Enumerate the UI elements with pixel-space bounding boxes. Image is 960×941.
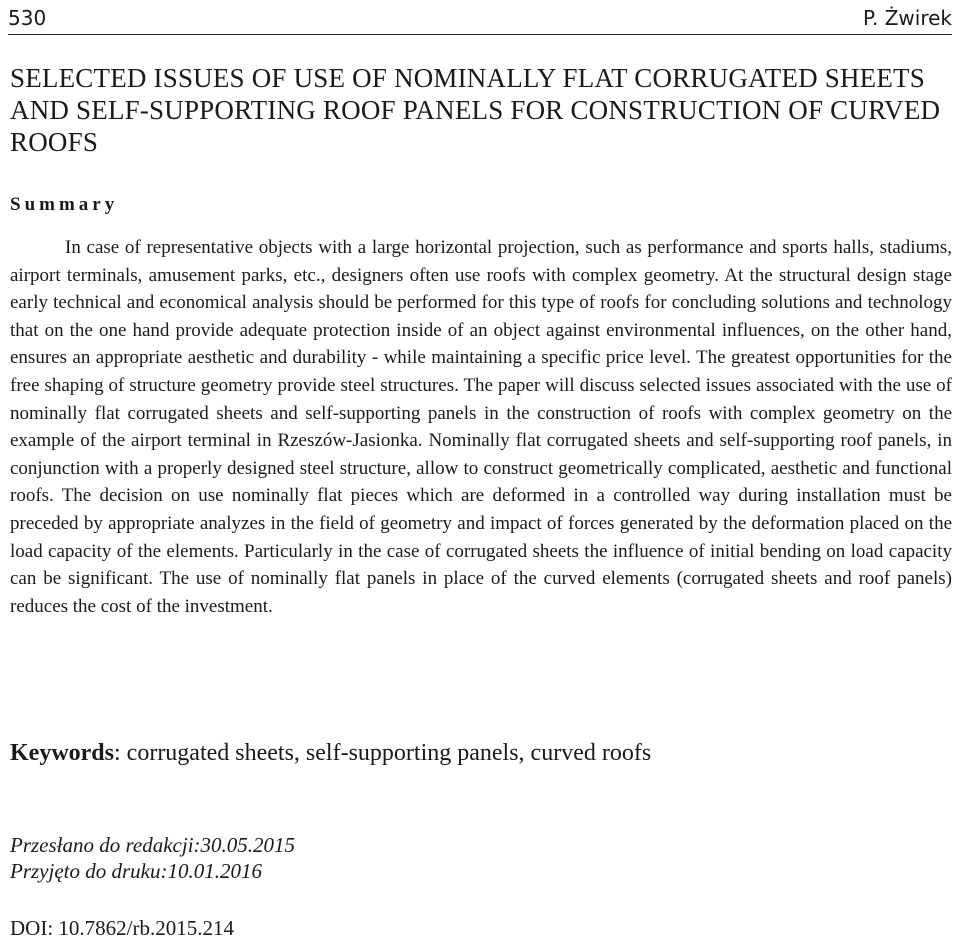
abstract-text: In case of representative objects with a large horizontal projection, such as performance and sports halls, stadiums, airport terminals, amusement parks, etc., designers often use roofs with complex geometry. At the structural design stage early technical and economical analysis should be performed for this type of roofs for concluding solutions and technology that on the one hand provide adequate protection inside of an object against environmental influences, on the other hand, ensures an appropriate aesthetic and durability - while maintaining a specific price level. The greatest opportunities for the free shaping of structure geometry provide steel structures. The paper will discuss selected issues associated with the use of nominally flat corrugated sheets and self-supporting panels in the construction of roofs with complex geometry on the example of the airport terminal in Rzeszów-Jasionka. Nominally flat corrugated sheets and self-supporting roof panels, in conjunction with a properly designed steel structure, allow to construct geometrically complicated, aesthetic and functional roofs. The decision on use nominally flat pieces which are deformed in a controlled way during installation must be preceded by appropriate analyzes in the field of geometry and impact of forces generated by the deformation placed on the load capacity of the elements. Particularly in the case of corrugated sheets the influence of initial bending on load capacity can be significant. The use of nominally flat panels in place of the curved elements (corrugated sheets and roof panels) reduces the cost of the investment.: [10, 237, 952, 617]
keywords-list: : corrugated sheets, self-supporting panels, curved roofs: [114, 740, 652, 766]
article-title: SELECTED ISSUES OF USE OF NOMINALLY FLAT CORRUGATED SHEETS AND SELF-SUPPORTING ROOF PANELS FOR CONSTRUCTION OF CURVED ROOFS: [10, 63, 941, 157]
accepted-date: Przyjęto do druku:10.01.2016: [10, 859, 262, 883]
doi: DOI: 10.7862/rb.2015.214: [10, 916, 234, 940]
keywords-line: [10, 740, 651, 767]
received-date: Przesłano do redakcji:30.05.2015: [10, 833, 296, 857]
summary-heading: Summary: [10, 194, 119, 215]
running-head: [8, 0, 952, 35]
keywords-label: Keywords: [10, 740, 114, 766]
publication-dates: [10, 832, 295, 884]
page-number: 530: [8, 6, 47, 30]
running-head-author: P. Żwirek: [863, 6, 952, 30]
